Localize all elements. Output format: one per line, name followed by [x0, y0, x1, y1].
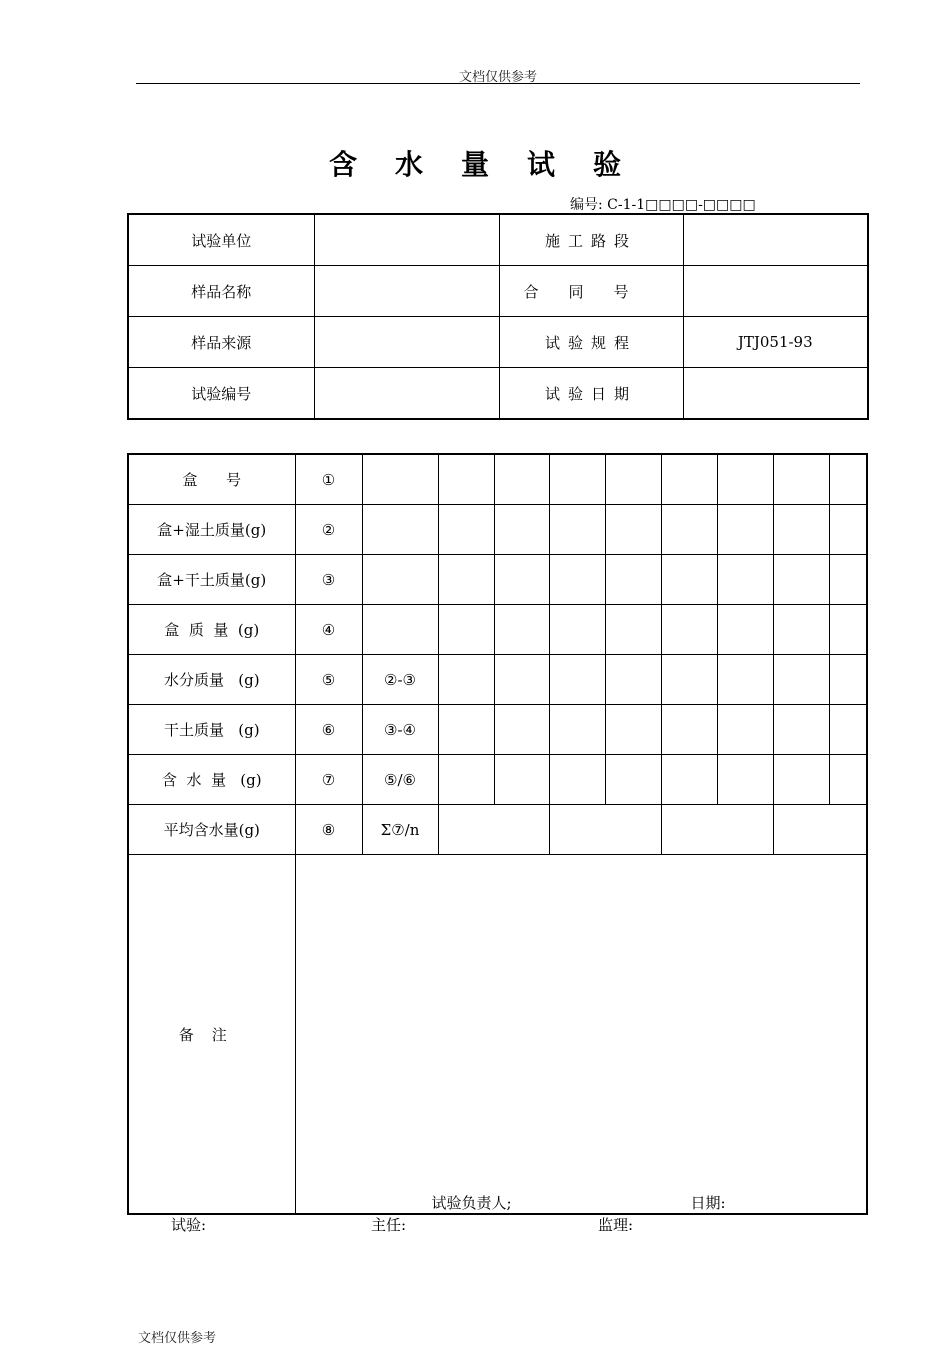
data-cell[interactable] — [773, 555, 829, 605]
data-cell[interactable] — [773, 505, 829, 555]
table-row — [128, 755, 867, 805]
data-cell[interactable] — [549, 454, 605, 505]
data-cell[interactable] — [773, 705, 829, 755]
contract-no-field[interactable] — [683, 266, 868, 317]
data-cell[interactable] — [494, 705, 549, 755]
test-unit-field[interactable] — [314, 214, 499, 266]
data-cell[interactable] — [661, 555, 717, 605]
remarks-area[interactable] — [295, 855, 867, 1215]
data-cell[interactable] — [605, 705, 661, 755]
average-cell[interactable] — [549, 805, 661, 855]
data-cell[interactable] — [605, 555, 661, 605]
test-spec-value[interactable]: JTJ051-93 — [683, 317, 868, 368]
data-cell[interactable] — [362, 505, 438, 555]
data-cell[interactable] — [494, 755, 549, 805]
table-row — [128, 655, 867, 705]
data-cell[interactable] — [362, 605, 438, 655]
data-cell[interactable] — [438, 505, 494, 555]
data-cell[interactable] — [605, 755, 661, 805]
road-section-field[interactable] — [683, 214, 868, 266]
data-cell[interactable] — [605, 655, 661, 705]
director-label: 主任: — [371, 1216, 407, 1234]
row-label: 水分质量 (g) — [128, 655, 295, 705]
data-cell[interactable] — [549, 755, 605, 805]
row-label: 含 水 量 (g) — [128, 755, 295, 805]
row-label: 盒+干土质量(g) — [128, 555, 295, 605]
row-label: 平均含水量(g) — [128, 805, 295, 855]
data-cell[interactable] — [549, 555, 605, 605]
data-cell[interactable] — [605, 605, 661, 655]
row-number: ② — [295, 505, 362, 555]
formula-cell: ③-④ — [362, 705, 438, 755]
sample-source-field[interactable] — [314, 317, 499, 368]
data-cell[interactable] — [549, 705, 605, 755]
table-row — [128, 705, 867, 755]
test-date-label: 试验日期 — [499, 368, 683, 420]
table-row — [128, 805, 867, 855]
row-number: ⑤ — [295, 655, 362, 705]
row-number: ⑧ — [295, 805, 362, 855]
document-code: 编号: C-1-1□□□□-□□□□ — [570, 197, 756, 213]
row-number: ④ — [295, 605, 362, 655]
data-cell[interactable] — [438, 555, 494, 605]
row-number: ① — [295, 454, 362, 505]
test-date-field[interactable] — [683, 368, 868, 420]
sample-name-label: 样品名称 — [128, 266, 314, 317]
info-row — [128, 214, 868, 266]
info-row — [128, 266, 868, 317]
data-cell[interactable] — [549, 605, 605, 655]
data-cell[interactable] — [605, 454, 661, 505]
info-row — [128, 368, 868, 420]
row-label: 干土质量 (g) — [128, 705, 295, 755]
data-cell[interactable] — [661, 755, 717, 805]
row-label: 盒 质 量 (g) — [128, 605, 295, 655]
info-table — [127, 213, 869, 420]
data-cell[interactable] — [829, 605, 867, 655]
data-cell[interactable] — [661, 454, 717, 505]
data-cell[interactable] — [829, 454, 867, 505]
data-cell[interactable] — [717, 705, 773, 755]
data-cell[interactable] — [661, 605, 717, 655]
date-label: 日期: — [690, 1194, 726, 1212]
formula-cell: Σ⑦/n — [362, 805, 438, 855]
data-cell[interactable] — [773, 605, 829, 655]
contract-no-label: 合同号 — [499, 266, 683, 317]
data-cell[interactable] — [829, 755, 867, 805]
data-cell[interactable] — [494, 655, 549, 705]
table-row — [128, 555, 867, 605]
sample-name-field[interactable] — [314, 266, 499, 317]
data-cell[interactable] — [438, 655, 494, 705]
data-cell[interactable] — [717, 605, 773, 655]
data-cell[interactable] — [829, 505, 867, 555]
data-cell[interactable] — [438, 755, 494, 805]
data-cell[interactable] — [438, 705, 494, 755]
table-row — [128, 454, 867, 505]
data-cell[interactable] — [494, 505, 549, 555]
data-cell[interactable] — [605, 505, 661, 555]
average-cell[interactable] — [438, 805, 549, 855]
test-spec-label: 试验规程 — [499, 317, 683, 368]
header-rule — [136, 83, 860, 84]
data-cell[interactable] — [494, 454, 549, 505]
data-cell[interactable] — [773, 454, 829, 505]
tester-label: 试验: — [171, 1216, 207, 1234]
info-row — [128, 317, 868, 368]
table-row — [128, 605, 867, 655]
formula-cell: ⑤/⑥ — [362, 755, 438, 805]
bottom-note: 文档仅供参考 — [138, 1331, 217, 1346]
data-cell[interactable] — [717, 505, 773, 555]
data-cell[interactable] — [661, 505, 717, 555]
supervisor-label: 监理: — [598, 1216, 634, 1234]
data-cell[interactable] — [829, 705, 867, 755]
data-cell[interactable] — [494, 605, 549, 655]
data-cell[interactable] — [549, 655, 605, 705]
data-cell[interactable] — [717, 655, 773, 705]
header-note: 文档仅供参考 — [458, 70, 537, 85]
test-unit-label: 试验单位 — [128, 214, 314, 266]
signature-line — [296, 1193, 867, 1213]
sample-source-label: 样品来源 — [128, 317, 314, 368]
data-cell[interactable] — [773, 755, 829, 805]
test-leader-label: 试验负责人; — [431, 1194, 512, 1212]
data-cell[interactable] — [661, 705, 717, 755]
data-cell[interactable] — [661, 655, 717, 705]
remarks-label: 备注 — [128, 855, 295, 1215]
formula-cell: ②-③ — [362, 655, 438, 705]
table-row — [128, 505, 867, 555]
data-cell[interactable] — [717, 454, 773, 505]
data-cell[interactable] — [362, 555, 438, 605]
test-no-field[interactable] — [314, 368, 499, 420]
average-cell[interactable] — [661, 805, 773, 855]
row-number: ③ — [295, 555, 362, 605]
data-cell[interactable] — [438, 605, 494, 655]
data-cell[interactable] — [549, 505, 605, 555]
average-cell[interactable] — [773, 805, 867, 855]
data-cell[interactable] — [438, 454, 494, 505]
data-cell[interactable] — [717, 555, 773, 605]
row-label: 盒+湿土质量(g) — [128, 505, 295, 555]
row-number: ⑦ — [295, 755, 362, 805]
data-cell[interactable] — [717, 755, 773, 805]
test-no-label: 试验编号 — [128, 368, 314, 420]
data-cell[interactable] — [362, 454, 438, 505]
data-cell[interactable] — [773, 655, 829, 705]
page-title: 含水量试验 — [328, 148, 659, 181]
moisture-data-table — [127, 453, 868, 1215]
row-label: 盒 号 — [128, 454, 295, 505]
row-number: ⑥ — [295, 705, 362, 755]
data-cell[interactable] — [494, 555, 549, 605]
data-cell[interactable] — [829, 655, 867, 705]
data-cell[interactable] — [829, 555, 867, 605]
road-section-label: 施工路段 — [499, 214, 683, 266]
remarks-row — [128, 855, 867, 1215]
